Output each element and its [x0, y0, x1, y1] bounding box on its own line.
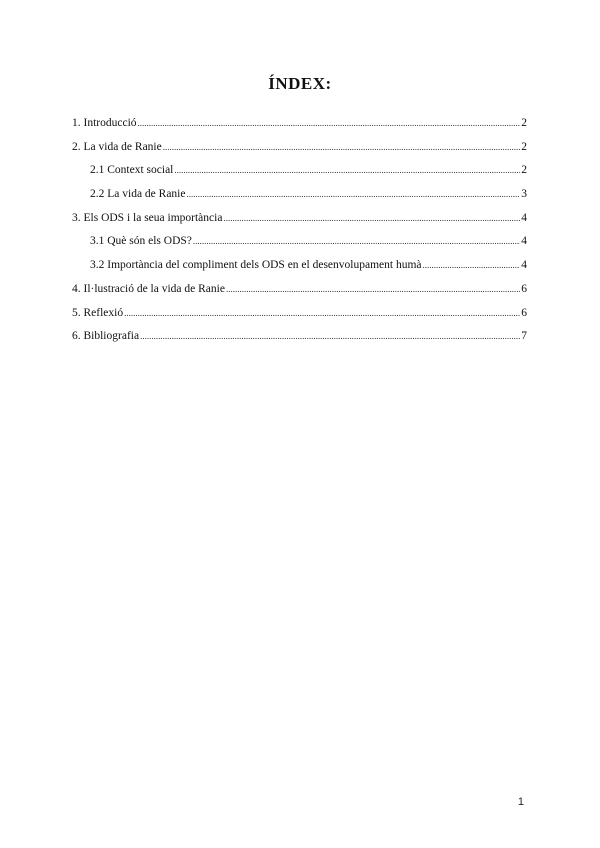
toc-entry-que-son-els-ods[interactable]: [72, 235, 527, 259]
page-title: ÍNDEX:: [268, 74, 332, 93]
toc-entry-els-ods[interactable]: [72, 212, 527, 236]
dot-leader: [223, 212, 520, 224]
toc-entry-bibliografia[interactable]: [72, 330, 527, 354]
table-of-contents: [72, 117, 527, 354]
toc-entry-page: 6: [521, 306, 527, 319]
toc-entry-page: 2: [521, 164, 527, 177]
toc-entry-title: 3.1 Què són els ODS?: [90, 235, 192, 248]
toc-entry-page: 6: [521, 282, 527, 295]
toc-entry-title: 3. Els ODS i la seua importància: [72, 211, 223, 224]
toc-entry-title: 2. La vida de Ranie: [72, 140, 162, 153]
dot-leader: [423, 259, 521, 271]
toc-entry-la-vida-de-ranie[interactable]: [72, 188, 527, 212]
dot-leader: [193, 235, 520, 247]
dot-leader: [140, 330, 520, 342]
toc-entry-page: 2: [521, 117, 527, 129]
toc-entry-page: 3: [521, 188, 527, 201]
toc-entry-page: 2: [521, 140, 527, 153]
toc-entry-page: 4: [521, 211, 527, 224]
dot-leader: [124, 307, 520, 319]
dot-leader: [138, 117, 521, 129]
toc-entry-title: 1. Introducció: [72, 117, 137, 129]
toc-entry-page: 4: [521, 235, 527, 248]
page-number: 1: [517, 796, 524, 808]
toc-entry-title: 5. Reflexió: [72, 306, 124, 319]
toc-entry-page: 7: [521, 330, 527, 343]
dot-leader: [163, 141, 521, 153]
dot-leader: [174, 164, 520, 176]
dot-leader: [226, 283, 520, 295]
toc-entry-context-social[interactable]: [72, 164, 527, 188]
toc-entry-importancia-compliment[interactable]: [72, 259, 527, 283]
toc-entry-title: 6. Bibliografia: [72, 330, 140, 343]
dot-leader: [186, 188, 520, 200]
toc-entry-vida-de-ranie[interactable]: [72, 141, 527, 165]
toc-entry-title: 2.2 La vida de Ranie: [90, 188, 186, 201]
toc-entry-title: 2.1 Context social: [90, 164, 174, 177]
toc-entry-title: 4. Il·lustració de la vida de Ranie: [72, 282, 225, 295]
toc-entry-introduccio[interactable]: [72, 117, 527, 141]
toc-entry-title: 3.2 Importància del compliment dels ODS en el desenvolupament humà: [90, 259, 422, 272]
toc-entry-illustracio[interactable]: [72, 283, 527, 307]
toc-entry-reflexio[interactable]: [72, 307, 527, 331]
toc-entry-page: 4: [521, 259, 527, 272]
